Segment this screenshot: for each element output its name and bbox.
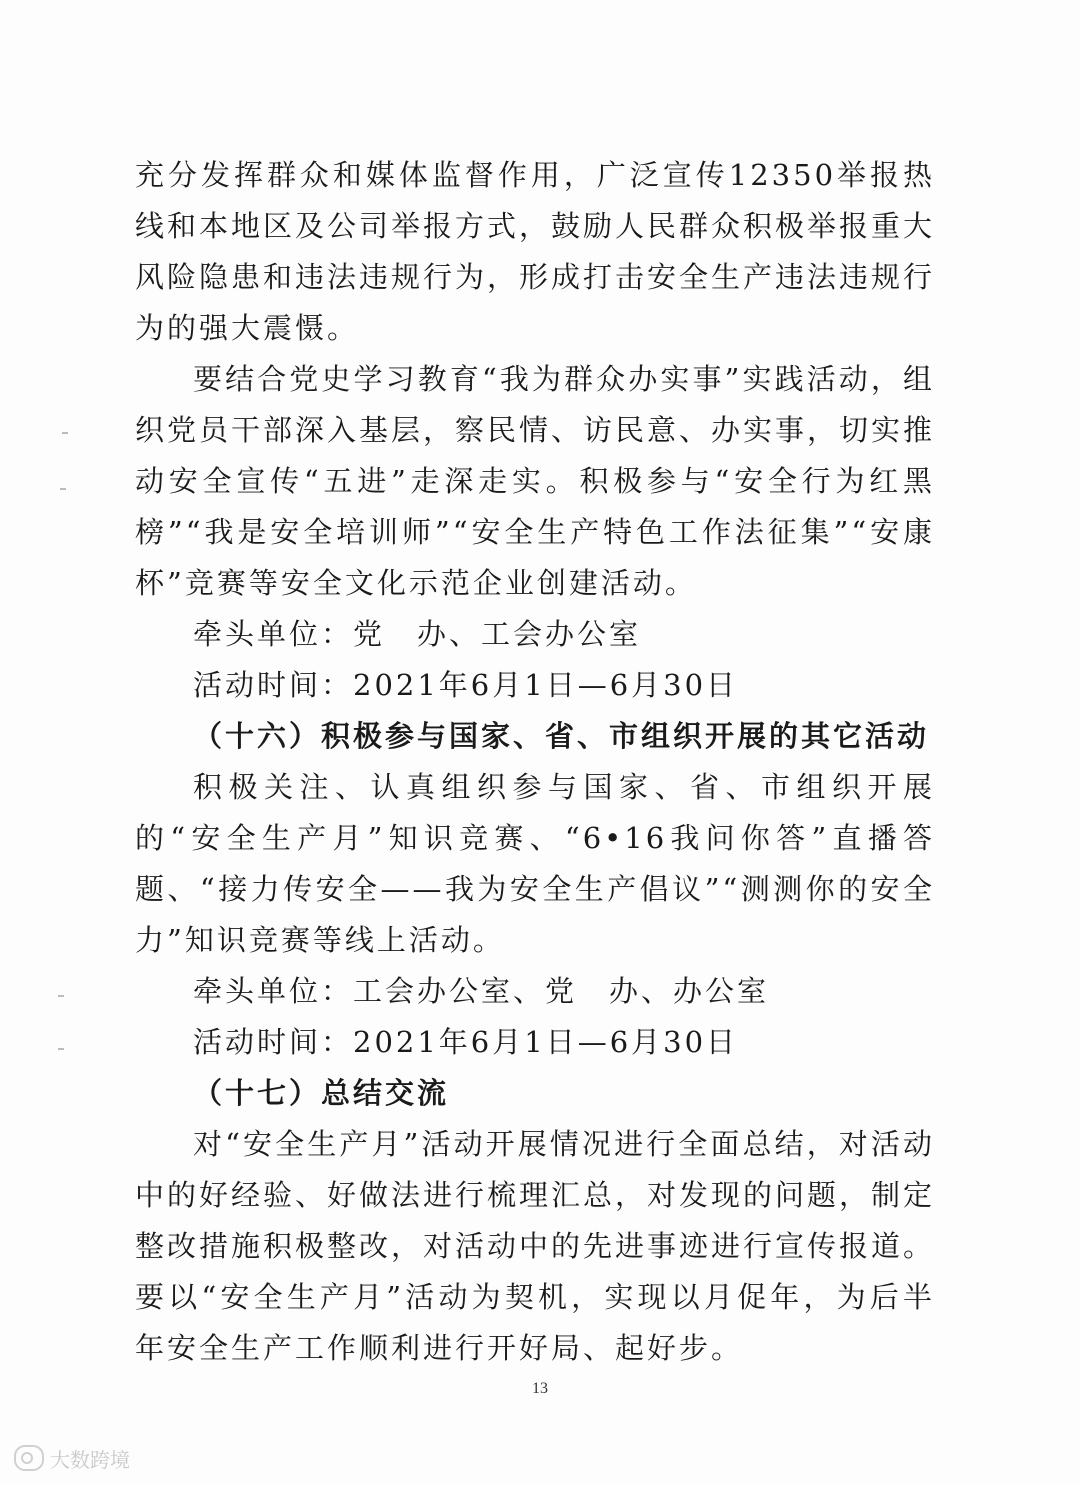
paragraph-online-activities: 积极关注、认真组织参与国家、省、市组织开展的“安全生产月”知识竞赛、“6•16我问你答”直播答题、“接力传安全——我为安全生产倡议”“测测你的安全力”知识竞赛等线上活动。 (135, 770, 935, 957)
lead-unit-2: 牵头单位：工会办公室、党 办、办公室 (193, 974, 770, 1008)
watermark (14, 1443, 130, 1473)
scan-artifact (58, 995, 64, 997)
wechat-logo-icon (14, 1445, 44, 1471)
paragraph-summary: 对“安全生产月”活动开展情况进行全面总结，对活动中的好经验、好做法进行梳理汇总，对发现的问题，制定整改措施积极整改，对活动中的先进事迹进行宣传报道。要以“安全生产月”活动为契机，实现以月促年，为后半年安全生产工作顺利进行开好局、起好步。 (135, 1127, 936, 1365)
activity-time-2: 活动时间：2021年6月1日—6月30日 (193, 1025, 739, 1059)
document-body (135, 150, 935, 1374)
paragraph-reporting: 充分发挥群众和媒体监督作用，广泛宣传12350举报热线和本地区及公司举报方式，鼓励人民群众积极举报重大风险隐患和违法违规行为，形成打击安全生产违法违规行为的强大震慑。 (135, 158, 936, 345)
activity-time-1: 活动时间：2021年6月1日—6月30日 (193, 668, 739, 702)
lead-unit-1: 牵头单位：党 办、工会办公室 (193, 617, 642, 651)
scan-artifact (58, 1048, 64, 1050)
paragraph-party-history: 要结合党史学习教育“我为群众办实事”实践活动，组织党员干部深入基层，察民情、访民意、办实事，切实推动安全宣传“五进”走深走实。积极参与“安全行为红黑榜”“我是安全培训师”“安全生产特色工作法征集”“安康杯”竞赛等安全文化示范企业创建活动。 (135, 362, 936, 600)
scan-artifact (62, 432, 68, 434)
section-heading-17: （十七）总结交流 (193, 1076, 450, 1110)
watermark-text: 大数跨境 (50, 1447, 130, 1472)
section-heading-16: （十六）积极参与国家、省、市组织开展的其它活动 (193, 719, 930, 753)
scan-artifact (60, 488, 66, 490)
page-number: 13 (532, 1380, 548, 1397)
